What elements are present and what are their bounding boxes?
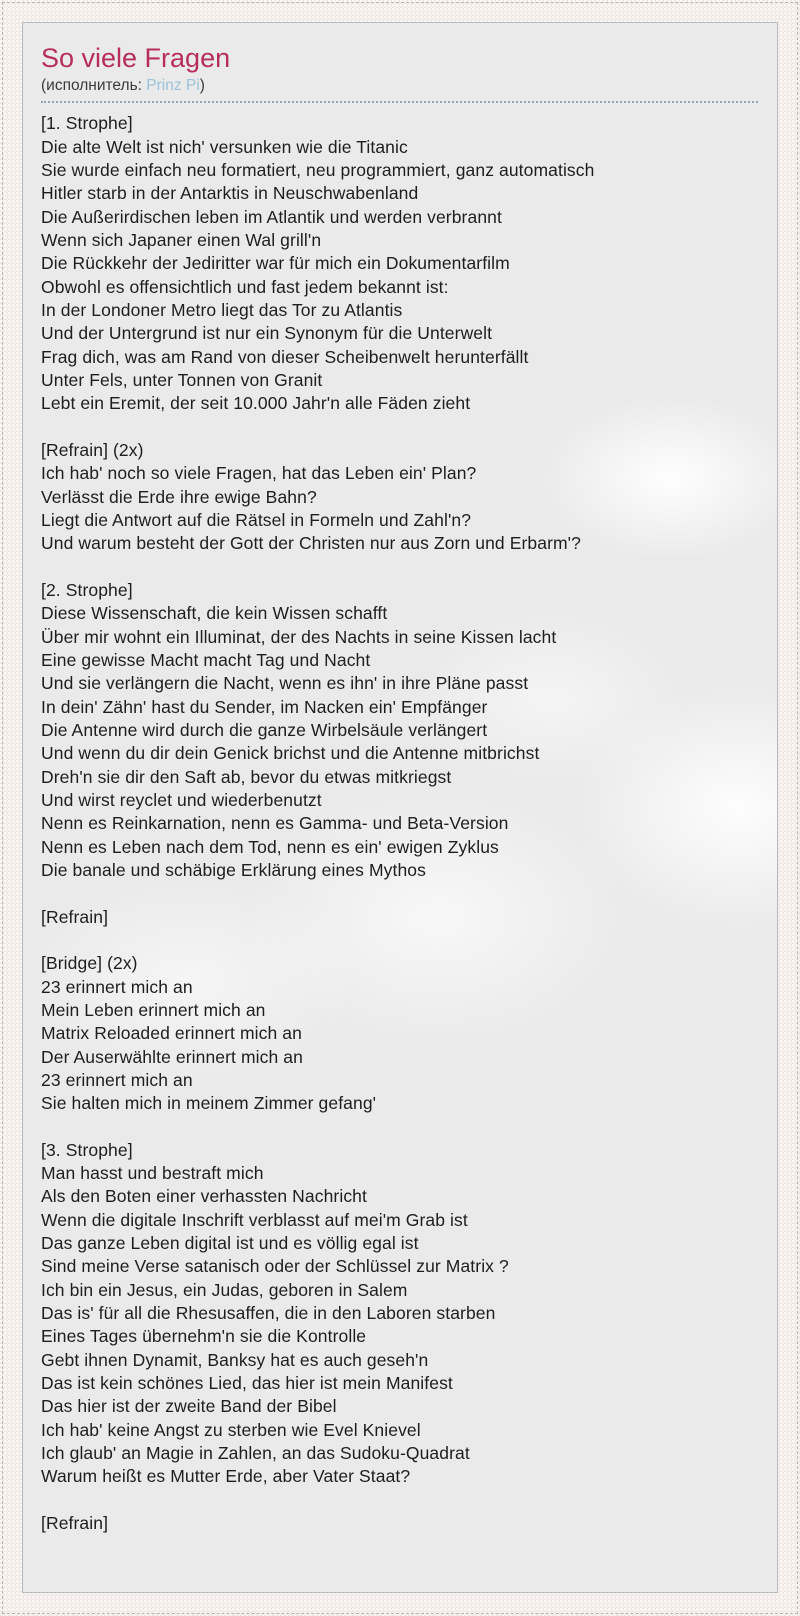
- lyrics-card: [22, 22, 778, 1593]
- lyric-line: Dreh'n sie dir den Saft ab, bevor du etwas mitkriegst: [41, 766, 452, 787]
- lyric-line: Diese Wissenschaft, die kein Wissen schafft: [41, 603, 388, 624]
- lyric-line: Sie wurde einfach neu formatiert, neu programmiert, ganz automatisch: [41, 160, 595, 181]
- stanza: [41, 579, 757, 882]
- lyric-line: Verlässt die Erde ihre ewige Bahn?: [41, 486, 317, 507]
- lyric-line: [Refrain] (2x): [41, 439, 144, 460]
- lyric-line: [Refrain]: [41, 1513, 109, 1534]
- lyric-line: Man hasst und bestraft mich: [41, 1163, 264, 1184]
- lyric-line: Unter Fels, unter Tonnen von Granit: [41, 369, 323, 390]
- lyric-line: Sind meine Verse satanisch oder der Schlüssel zur Matrix ?: [41, 1256, 509, 1277]
- artist-link[interactable]: Prinz Pi: [146, 77, 200, 95]
- lyric-line: Mein Leben erinnert mich an: [41, 999, 266, 1020]
- lyric-line: Matrix Reloaded erinnert mich an: [41, 1023, 302, 1044]
- stanza: [41, 1512, 757, 1535]
- lyric-line: Frag dich, was am Rand von dieser Scheibenwelt herunterfällt: [41, 346, 529, 367]
- song-title: So viele Fragen: [41, 43, 231, 73]
- artist-suffix: ): [199, 77, 205, 95]
- lyric-line: In dein' Zähn' hast du Sender, im Nacken ein' Empfänger: [41, 696, 488, 717]
- lyric-line: Nenn es Reinkarnation, nenn es Gamma- und Beta-Version: [41, 813, 509, 834]
- lyric-line: Ich hab' keine Angst zu sterben wie Evel Knievel: [41, 1419, 421, 1440]
- lyric-line: Und der Untergrund ist nur ein Synonym für die Unterwelt: [41, 323, 493, 344]
- lyric-line: [Refrain]: [41, 906, 109, 927]
- lyric-line: Ich glaub' an Magie in Zahlen, an das Sudoku-Quadrat: [41, 1443, 470, 1464]
- lyric-line: Und sie verlängern die Nacht, wenn es ihn' in ihre Pläne passt: [41, 673, 529, 694]
- lyric-line: Eines Tages übernehm'n sie die Kontrolle: [41, 1326, 367, 1347]
- stanza: [41, 1139, 757, 1489]
- lyric-line: Eine gewisse Macht macht Tag und Nacht: [41, 649, 371, 670]
- artist-prefix: (исполнитель:: [41, 77, 147, 95]
- lyric-line: Das hier ist der zweite Band der Bibel: [41, 1396, 337, 1417]
- lyric-line: Das ganze Leben digital ist und es völlig egal ist: [41, 1233, 419, 1254]
- lyric-line: Die Antenne wird durch die ganze Wirbelsäule verlängert: [41, 719, 488, 740]
- lyric-line: Wenn sich Japaner einen Wal grill'n: [41, 230, 322, 251]
- lyric-line: Die banale und schäbige Erklärung eines Mythos: [41, 859, 426, 880]
- stanza: [41, 952, 757, 1115]
- stanza: [41, 439, 757, 556]
- lyric-line: [Bridge] (2x): [41, 953, 138, 974]
- lyric-line: Ich bin ein Jesus, ein Judas, geboren in Salem: [41, 1279, 408, 1300]
- stanza: [41, 906, 757, 929]
- lyric-line: Warum heißt es Mutter Erde, aber Vater Staat?: [41, 1466, 411, 1487]
- lyric-line: [3. Strophe]: [41, 1139, 133, 1160]
- lyric-line: Und wenn du dir dein Genick brichst und die Antenne mitbrichst: [41, 743, 540, 764]
- lyric-line: Die alte Welt ist nich' versunken wie die Titanic: [41, 136, 408, 157]
- lyric-line: Und wirst reyclet und wiederbenutzt: [41, 789, 322, 810]
- lyric-line: [1. Strophe]: [41, 113, 133, 134]
- lyric-line: 23 erinnert mich an: [41, 1069, 193, 1090]
- lyric-line: Wenn die digitale Inschrift verblasst auf mei'm Grab ist: [41, 1209, 468, 1230]
- lyric-line: Nenn es Leben nach dem Tod, nenn es ein' ewigen Zyklus: [41, 836, 499, 857]
- lyric-line: Hitler starb in der Antarktis in Neuschwabenland: [41, 183, 419, 204]
- lyrics-text: [41, 112, 757, 1535]
- lyric-line: Ich hab' noch so viele Fragen, hat das Leben ein' Plan?: [41, 463, 477, 484]
- lyric-line: Sie halten mich in meinem Zimmer gefang': [41, 1093, 377, 1114]
- lyric-line: Der Auserwählte erinnert mich an: [41, 1046, 303, 1067]
- lyric-line: Lebt ein Eremit, der seit 10.000 Jahr'n alle Fäden zieht: [41, 393, 471, 414]
- lyric-line: Gebt ihnen Dynamit, Banksy hat es auch geseh'n: [41, 1349, 429, 1370]
- lyric-line: Die Rückkehr der Jediritter war für mich ein Dokumentarfilm: [41, 253, 510, 274]
- stanza: [41, 112, 757, 415]
- lyric-line: Und warum besteht der Gott der Christen nur aus Zorn und Erbarm'?: [41, 533, 581, 554]
- lyric-line: 23 erinnert mich an: [41, 976, 193, 997]
- lyric-line: In der Londoner Metro liegt das Tor zu Atlantis: [41, 300, 403, 320]
- lyric-line: Über mir wohnt ein Illuminat, der des Nachts in seine Kissen lacht: [41, 626, 557, 647]
- lyric-line: Die Außerirdischen leben im Atlantik und werden verbrannt: [41, 206, 502, 227]
- lyric-line: Liegt die Antwort auf die Rätsel in Formeln und Zahl'n?: [41, 509, 472, 530]
- lyric-line: Obwohl es offensichtlich und fast jedem bekannt ist:: [41, 276, 449, 297]
- artist-line: [41, 76, 757, 96]
- lyric-line: [2. Strophe]: [41, 579, 133, 600]
- lyric-line: Das is' für all die Rhesusaffen, die in den Laboren starben: [41, 1303, 496, 1324]
- dotted-separator: [41, 101, 758, 103]
- lyric-line: Das ist kein schönes Lied, das hier ist mein Manifest: [41, 1373, 453, 1394]
- lyric-line: Als den Boten einer verhassten Nachricht: [41, 1186, 367, 1207]
